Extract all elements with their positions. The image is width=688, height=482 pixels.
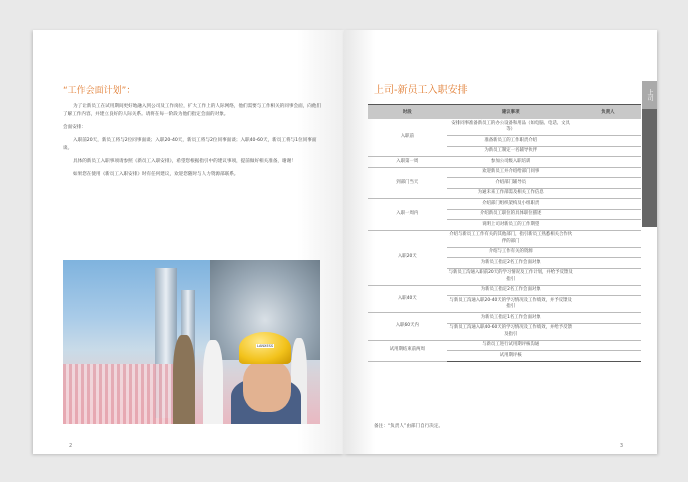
period-cell: 入职40天 <box>368 285 447 313</box>
owner-cell <box>575 258 641 269</box>
page-number-right: 3 <box>619 443 623 449</box>
right-page <box>344 30 657 454</box>
table-note: 备注：“负责人”由部门自行决定。 <box>374 424 444 429</box>
owner-cell <box>575 268 641 285</box>
owner-cell <box>575 230 641 247</box>
period-cell: 试用期结束前两周 <box>368 340 447 361</box>
header-owner: 负责人 <box>575 105 641 120</box>
suggestion-cell: 为新员工指定2名工作会面对象 <box>447 258 575 269</box>
suggestion-cell: 介绍与新员工工作有关的其他部门，指引新员工熟悉相关合作伙伴的部门 <box>447 230 575 247</box>
onboarding-table <box>368 104 641 362</box>
paragraph-meeting-schedule: 入职前20天，新员工将与2位同事面谈；入职20-40天，新员工将与2位同事面谈；入职40-60天，新员工将与1位同事面谈。 <box>63 138 317 151</box>
suggestion-cell: 准备新员工的工作职责介绍 <box>447 136 575 147</box>
side-tab-label: 上司 <box>642 81 657 109</box>
owner-cell <box>575 323 641 340</box>
person-figure <box>173 335 195 424</box>
paragraph-meeting-heading: 会面安排： <box>63 125 86 130</box>
suggestion-cell: 介绍部门辅导员 <box>447 178 575 189</box>
period-cell: 到部门当天 <box>368 167 447 199</box>
worker-face <box>243 360 291 412</box>
suggestion-cell: 与新员工沟通入职40-60天的学习情况及工作绩效，并给予反馈及指引 <box>447 323 575 340</box>
owner-cell <box>575 136 641 147</box>
owner-cell <box>575 157 641 168</box>
header-period: 时段 <box>368 105 447 120</box>
period-cell: 入职20天 <box>368 230 447 285</box>
suggestion-cell: 为新员工制定一名辅导伙伴 <box>447 146 575 157</box>
owner-cell <box>575 178 641 189</box>
left-page-title: “工作会面计划”： <box>63 86 136 96</box>
suggestion-cell: 与新员工沟通入职前20天的学习情况及工作计划，并给予反馈及指引 <box>447 268 575 285</box>
paragraph-details: 具体的新员工入职事项请参照《新员工入职安排》，希望您根据指引中的建议事项，提前做好相关准备，谢谢！ <box>73 159 296 164</box>
pink-pattern <box>63 364 183 424</box>
right-page-title: 上司-新员工入职安排 <box>374 85 468 96</box>
table-row <box>368 230 641 247</box>
suggestion-cell: 介绍与工作有关的资源 <box>447 247 575 258</box>
owner-cell <box>575 119 641 136</box>
period-cell: 入职60天内 <box>368 313 447 341</box>
owner-cell <box>575 247 641 258</box>
owner-cell <box>575 167 641 178</box>
owner-cell <box>575 209 641 220</box>
suggestion-cell: 为新员工指定1名工作会面对象 <box>447 313 575 324</box>
header-suggestion: 建议事项 <box>447 105 575 120</box>
suggestion-cell: 为新员工指定2名工作会面对象 <box>447 285 575 296</box>
left-page-body <box>63 103 325 184</box>
page-number-left: 2 <box>69 443 73 449</box>
suggestion-cell: 与新员工进行试用期评核沟通 <box>447 340 575 351</box>
period-cell: 入职第一周 <box>368 157 447 168</box>
owner-cell <box>575 220 641 231</box>
suggestion-cell: 说明上司对新员工的工作期望 <box>447 220 575 231</box>
table-row <box>368 313 641 324</box>
owner-cell <box>575 351 641 362</box>
suggestion-cell: 欢迎新员工并介绍给部门同事 <box>447 167 575 178</box>
owner-cell <box>575 285 641 296</box>
owner-cell <box>575 146 641 157</box>
suggestion-cell: 为通未来工作部需及相关工作信息 <box>447 188 575 199</box>
document-spread <box>33 30 657 454</box>
owner-cell <box>575 199 641 210</box>
table-row <box>368 285 641 296</box>
left-page <box>33 30 344 454</box>
person-figure <box>203 340 223 424</box>
owner-cell <box>575 340 641 351</box>
owner-cell <box>575 296 641 313</box>
table-row <box>368 157 641 168</box>
suggestion-cell: 参加公司级入职培训 <box>447 157 575 168</box>
table-row <box>368 167 641 178</box>
paragraph-contact: 如果您在使用《新员工入职安排》时有任何建议，欢迎您随时与人力资源部联系。 <box>73 172 239 177</box>
suggestion-cell: 试用期评核 <box>447 351 575 362</box>
period-cell: 入职前 <box>368 119 447 157</box>
hard-hat-icon <box>239 332 291 364</box>
suggestion-cell: 安排同事准备新员工的办公设备和用品（如电脑、电话、文具等） <box>447 119 575 136</box>
table-row <box>368 119 641 136</box>
suggestion-cell: 介绍部门组织架构及小组职责 <box>447 199 575 210</box>
collage-photo <box>63 260 320 424</box>
table-row <box>368 199 641 210</box>
period-cell: 入职一周内 <box>368 199 447 231</box>
suggestion-cell: 与新员工沟通入职20-40天的学习情况及工作绩效，并予反馈及指引 <box>447 296 575 313</box>
table-row <box>368 340 641 351</box>
owner-cell <box>575 188 641 199</box>
owner-cell <box>575 313 641 324</box>
suggestion-cell: 介绍新员工职位的具体职位描述 <box>447 209 575 220</box>
helmet-logo: LANXESS <box>257 344 274 348</box>
paragraph-intro: 为了让新员工在试用期间更好地融入到公司及工作岗位，扩大工作上的人际网络，他们需要与工作相关的同事会面，向他们了解工作内容，并建立良好的人际关系。请将在每一阶段为他们指定会面的对象。 <box>63 104 322 117</box>
